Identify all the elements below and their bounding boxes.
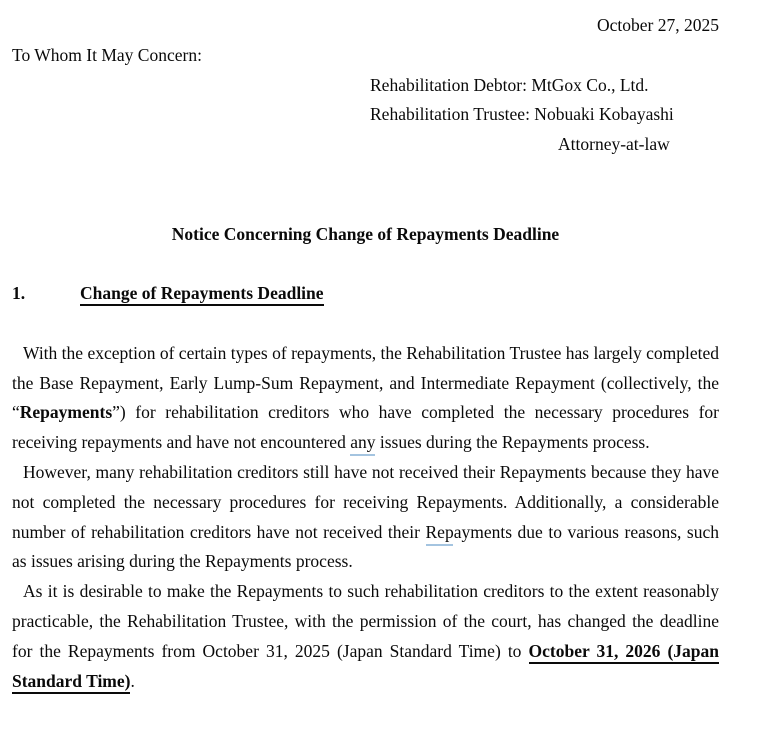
defined-term-repayments: Repayments — [19, 402, 113, 423]
document-date: October 27, 2025 — [597, 15, 719, 35]
proofing-underlined-word: Repayments — [425, 521, 513, 542]
paragraph-3-text: As it is desirable to make the Repayments to such rehabilitation creditors to the extent reasonably practicable, the Rehabilitation Trustee, with the permission of the court, has changed the deadline for the Repayments from October 31, 2025 (Japan Standard Time) to — [12, 581, 719, 661]
paragraph-2-text: However, many rehabilitation creditors still have not received their Repayments because they have not completed the necessary procedures for receiving Repayments. Additionally, a considerable number of rehabilitation creditors have not received their — [12, 461, 719, 542]
paragraph-2 — [12, 458, 719, 577]
section-title: Change of Repayments Deadline — [80, 283, 324, 306]
salutation: To Whom It May Concern: — [12, 44, 202, 65]
proofing-underlined-word: any — [350, 432, 376, 453]
paragraph-1-text: ”) for rehabilitation creditors who have completed the necessary procedures for receiving repayments and have not encountered — [12, 402, 719, 453]
paragraph-2-text: due to various reasons, such as issues arising during the Repayments process. — [12, 521, 719, 572]
new-deadline-emphasis: October 31, 2026 (Japan Standard Time) — [12, 641, 719, 694]
paragraph-1-text: issues during the Repayments process. — [375, 432, 650, 453]
rehabilitation-trustee-line: Rehabilitation Trustee: Nobuaki Kobayashi — [370, 104, 674, 125]
paragraph-1-text: With the exception of certain types of repayments, the Rehabilitation Trustee has largely completed the Base Repayment, Early Lump-Sum Repayment, and Intermediate Repayment (collectively, the “ — [12, 342, 719, 423]
section-number: 1. — [12, 283, 26, 304]
paragraph-3 — [12, 577, 719, 696]
rehabilitation-debtor-line: Rehabilitation Debtor: MtGox Co., Ltd. — [370, 74, 649, 95]
section-heading — [12, 279, 719, 309]
paragraph-3-text: . — [130, 670, 135, 691]
document-title: Notice Concerning Change of Repayments Deadline — [171, 223, 560, 244]
paragraph-1 — [12, 339, 719, 458]
attorney-at-law-line: Attorney-at-law — [558, 134, 670, 155]
